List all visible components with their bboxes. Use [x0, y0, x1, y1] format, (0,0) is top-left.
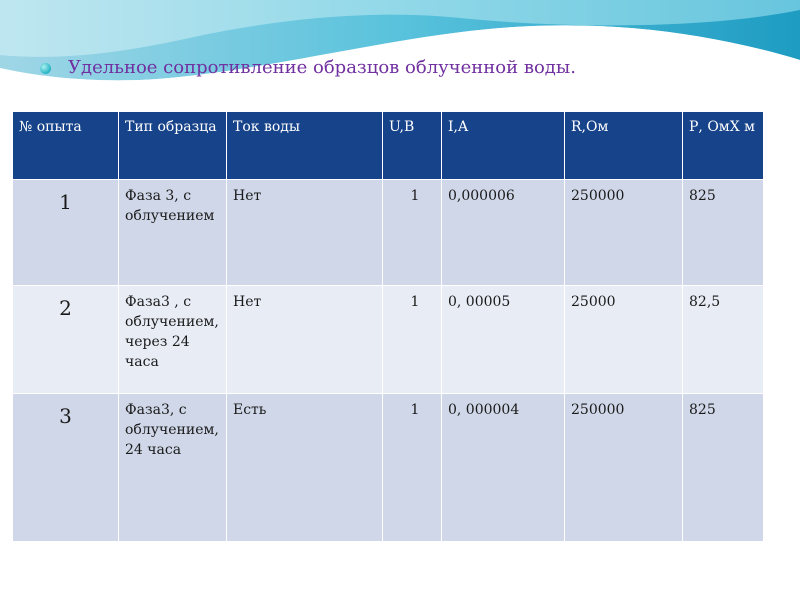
cell-current: 0, 000004: [442, 394, 565, 542]
header-cell-resistance: R,Ом: [565, 112, 683, 180]
cell-resistance: 250000: [565, 394, 683, 542]
cell-experiment-no: 3: [13, 394, 119, 542]
header-cell-experiment-no: № опыта: [13, 112, 119, 180]
cell-voltage: 1: [383, 180, 442, 286]
cell-sample-type: Фаза 3, с облучением: [119, 180, 227, 286]
cell-resistance: 250000: [565, 180, 683, 286]
cell-resistivity: 825: [683, 394, 764, 542]
cell-water-current: Нет: [227, 286, 383, 394]
cell-experiment-no: 2: [13, 286, 119, 394]
cell-resistivity: 82,5: [683, 286, 764, 394]
table-row: [13, 180, 764, 286]
header-cell-current: I,A: [442, 112, 565, 180]
table-row: [13, 286, 764, 394]
cell-voltage: 1: [383, 394, 442, 542]
cell-experiment-no: 1: [13, 180, 119, 286]
bullet-icon: [40, 63, 51, 74]
cell-resistivity: 825: [683, 180, 764, 286]
cell-resistance: 25000: [565, 286, 683, 394]
header-cell-sample-type: Тип образца: [119, 112, 227, 180]
cell-water-current: Нет: [227, 180, 383, 286]
cell-water-current: Есть: [227, 394, 383, 542]
cell-sample-type: Фаза3, с облучением, 24 часа: [119, 394, 227, 542]
data-table: [12, 111, 764, 542]
header-cell-water-current: Ток воды: [227, 112, 383, 180]
cell-sample-type: Фаза3 , с облучением, через 24 часа: [119, 286, 227, 394]
cell-current: 0, 00005: [442, 286, 565, 394]
table-header-row: [13, 112, 764, 180]
slide-title: Удельное сопротивление образцов облученной воды.: [68, 57, 576, 78]
cell-current: 0,000006: [442, 180, 565, 286]
header-cell-voltage: U,B: [383, 112, 442, 180]
table-row: [13, 394, 764, 542]
cell-voltage: 1: [383, 286, 442, 394]
header-cell-resistivity: Р, ОмХ м: [683, 112, 764, 180]
decorative-wave-background: [0, 0, 800, 110]
